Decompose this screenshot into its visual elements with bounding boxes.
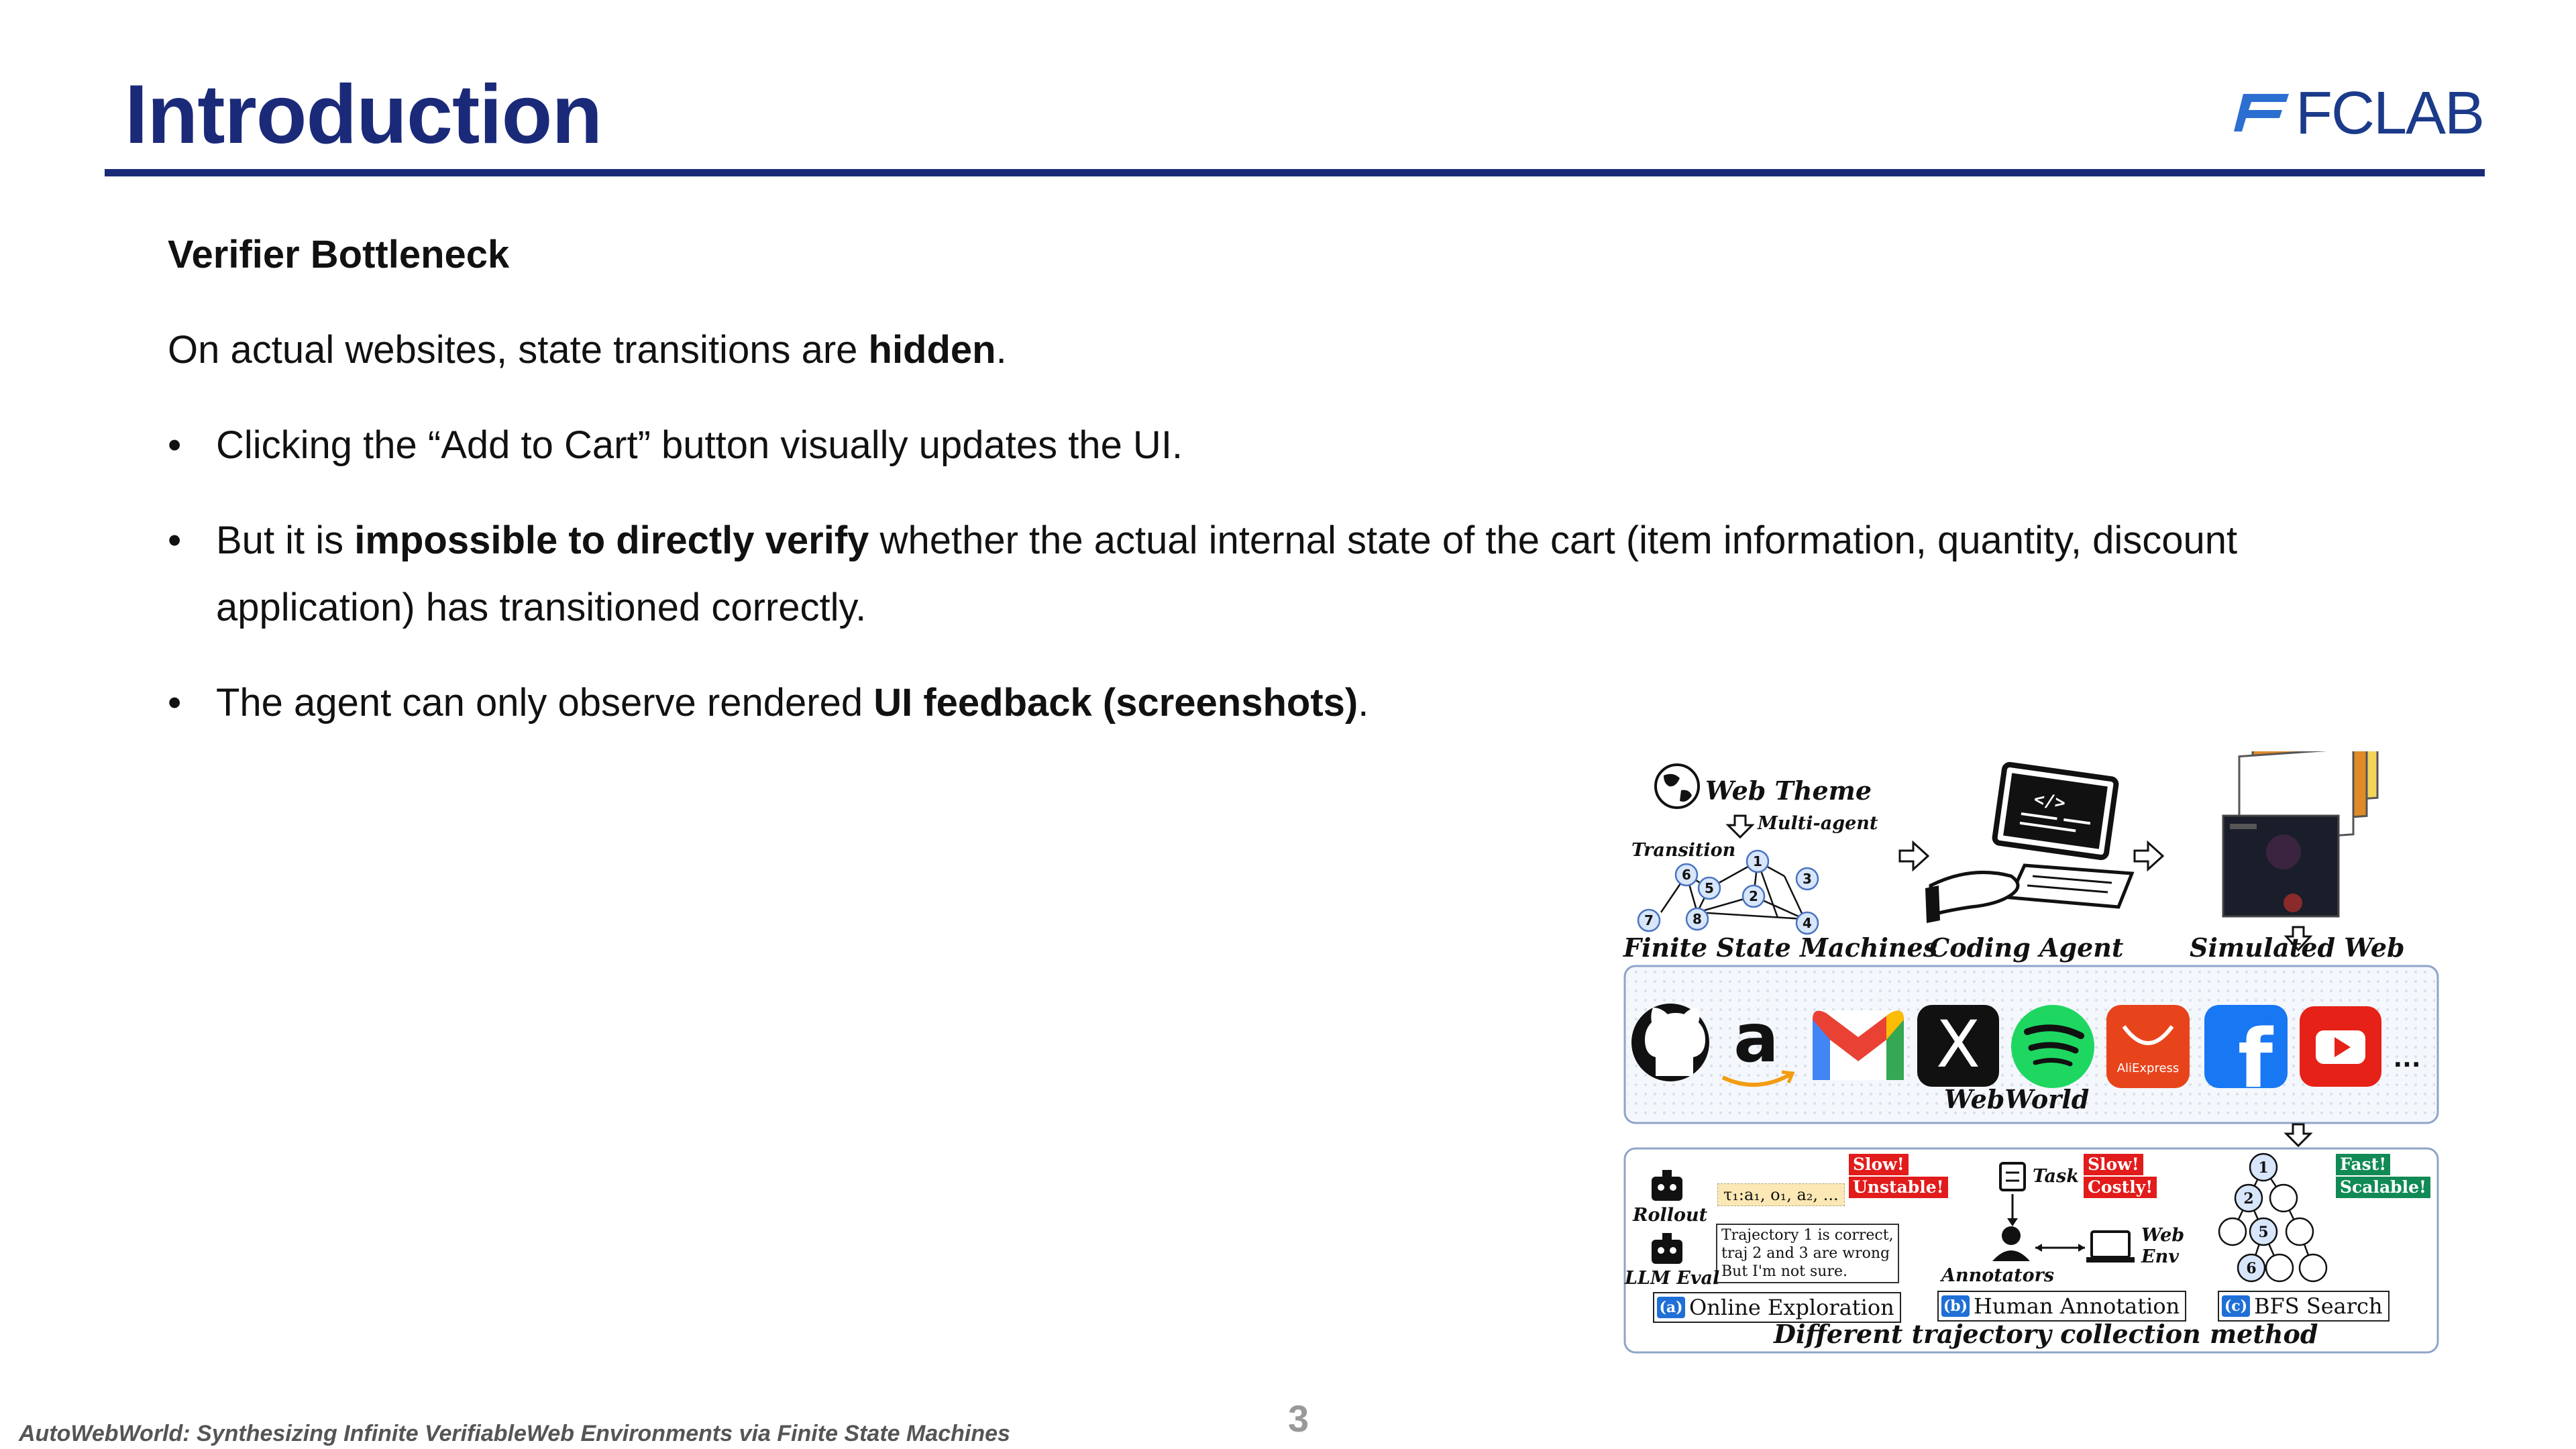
- bfs-node-label: 6: [2246, 1260, 2257, 1277]
- tag-slow: Slow!: [1849, 1154, 1909, 1175]
- tag-unstable: Unstable!: [1849, 1177, 1948, 1198]
- intro-paragraph: On actual websites, state transitions are hidden.: [168, 328, 1007, 372]
- bfs-node: [2266, 1254, 2293, 1281]
- more-sites-ellipsis: ...: [2393, 1045, 2421, 1073]
- globe-icon: [1656, 765, 1699, 808]
- method-badge: (b): [1941, 1295, 1970, 1317]
- page-number: 3: [1288, 1397, 1309, 1440]
- gmail-icon: [1813, 1010, 1904, 1080]
- coding-agent-label: Coding Agent: [1929, 932, 2124, 963]
- fsm-node-label: 2: [1749, 888, 1758, 904]
- right-arrow-icon: [1900, 843, 1928, 869]
- slide-content: [168, 221, 2314, 765]
- down-arrow-icon: [1728, 816, 1752, 837]
- task-label: Task: [2033, 1166, 2079, 1187]
- rollout-label: Rollout: [1633, 1205, 1708, 1226]
- tag-fast: Fast!: [2336, 1154, 2390, 1175]
- fsm-node-label: 3: [1803, 871, 1812, 887]
- method-badge: (a): [1657, 1297, 1685, 1318]
- method-bfs-search: (c) BFS Search: [2218, 1291, 2390, 1322]
- tag-costly: Costly!: [2084, 1177, 2157, 1198]
- svg-text:</>: </>: [2033, 789, 2067, 814]
- slide-title: Introduction: [125, 68, 602, 161]
- bullet-dot: •: [168, 681, 182, 724]
- svg-text:AliExpress: AliExpress: [2116, 1061, 2180, 1075]
- llm-eval-note: Trajectory 1 is correct, traj 2 and 3 are wrong But I'm not sure.: [1716, 1224, 1899, 1283]
- transition-label: Transition: [1631, 840, 1736, 861]
- section-heading: Verifier Bottleneck: [168, 233, 510, 276]
- webworld-figure: [1622, 751, 2442, 1355]
- laptop-icon: [2086, 1232, 2135, 1263]
- svg-text:f: f: [2237, 1013, 2273, 1106]
- bullet-dot: •: [168, 519, 182, 562]
- x-icon: [1917, 1005, 1999, 1087]
- fsm-node-label: 4: [1803, 915, 1812, 931]
- bullet-item: • Clicking the “Add to Cart” button visually updates the UI.: [168, 412, 2314, 479]
- web-theme-label: Web Theme: [1705, 775, 1872, 806]
- llm-eval-label: LLM Eval: [1625, 1268, 1720, 1289]
- bfs-node-label: 2: [2243, 1190, 2254, 1208]
- fsm-label: Finite State Machines: [1623, 932, 1938, 963]
- svg-text:X: X: [1936, 1007, 1980, 1082]
- tag-scalable: Scalable!: [2336, 1177, 2430, 1198]
- annotators-label: Annotators: [1941, 1265, 2055, 1286]
- bullet-item: • The agent can only observe rendered UI feedback (screenshots).: [168, 669, 2314, 737]
- multi-agent-label: Multi-agent: [1758, 813, 1878, 834]
- web-env-label: Web Env: [2141, 1225, 2185, 1267]
- bfs-node-label: 1: [2258, 1159, 2269, 1177]
- fclab-logo-icon: [2234, 79, 2294, 146]
- fsm-node-label: 5: [1705, 880, 1714, 896]
- bfs-node: [2270, 1185, 2297, 1212]
- bfs-node: [2286, 1218, 2313, 1245]
- simulated-web-screens: [2223, 751, 2377, 916]
- aliexpress-icon: [2106, 1005, 2190, 1088]
- footer-paper-title: AutoWebWorld: Synthesizing Infinite VerifiableWeb Environments via Finite State Machines: [19, 1421, 1010, 1446]
- webworld-label: WebWorld: [1944, 1084, 2090, 1114]
- down-arrow-icon: [2286, 1124, 2310, 1146]
- method-human-annotation: (b) Human Annotation: [1937, 1291, 2186, 1322]
- spotify-icon: [2011, 1005, 2094, 1088]
- bfs-node: [2219, 1218, 2246, 1245]
- svg-text:a: a: [1733, 999, 1779, 1077]
- figure-caption: Different trajectory collection method: [1774, 1319, 2318, 1349]
- method-online-exploration: (a) Online Exploration: [1653, 1292, 1901, 1323]
- simulated-web-label: Simulated Web: [2190, 932, 2405, 963]
- bfs-node: [2300, 1254, 2326, 1281]
- fsm-node-label: 1: [1753, 853, 1762, 869]
- computer-icon: [1925, 764, 2132, 923]
- task-icon: [2000, 1163, 2025, 1190]
- fsm-node-label: 8: [1693, 911, 1702, 927]
- title-underline: [105, 169, 2485, 176]
- right-arrow-icon: [2135, 843, 2163, 869]
- method-badge: (c): [2222, 1295, 2250, 1317]
- youtube-icon: [2300, 1006, 2381, 1087]
- fsm-nodes: [1638, 851, 1818, 934]
- fsm-node-label: 6: [1682, 867, 1691, 883]
- bullet-item: • But it is impossible to directly verify whether the actual internal state of the cart (item information, quantity, discount application) has transitioned correctly.: [168, 507, 2314, 641]
- bfs-node-label: 5: [2258, 1224, 2269, 1241]
- tag-slow: Slow!: [2084, 1154, 2143, 1175]
- fsm-node-label: 7: [1644, 912, 1654, 928]
- fclab-logo: [2234, 79, 2489, 146]
- logo-text: FCLAB: [2296, 80, 2484, 147]
- hand-icon: [1931, 872, 2018, 915]
- bullet-dot: •: [168, 423, 182, 467]
- trajectory-card: τ₁:a₁, o₁, a₂, ...: [1717, 1183, 1845, 1206]
- github-icon: [1631, 1004, 1709, 1081]
